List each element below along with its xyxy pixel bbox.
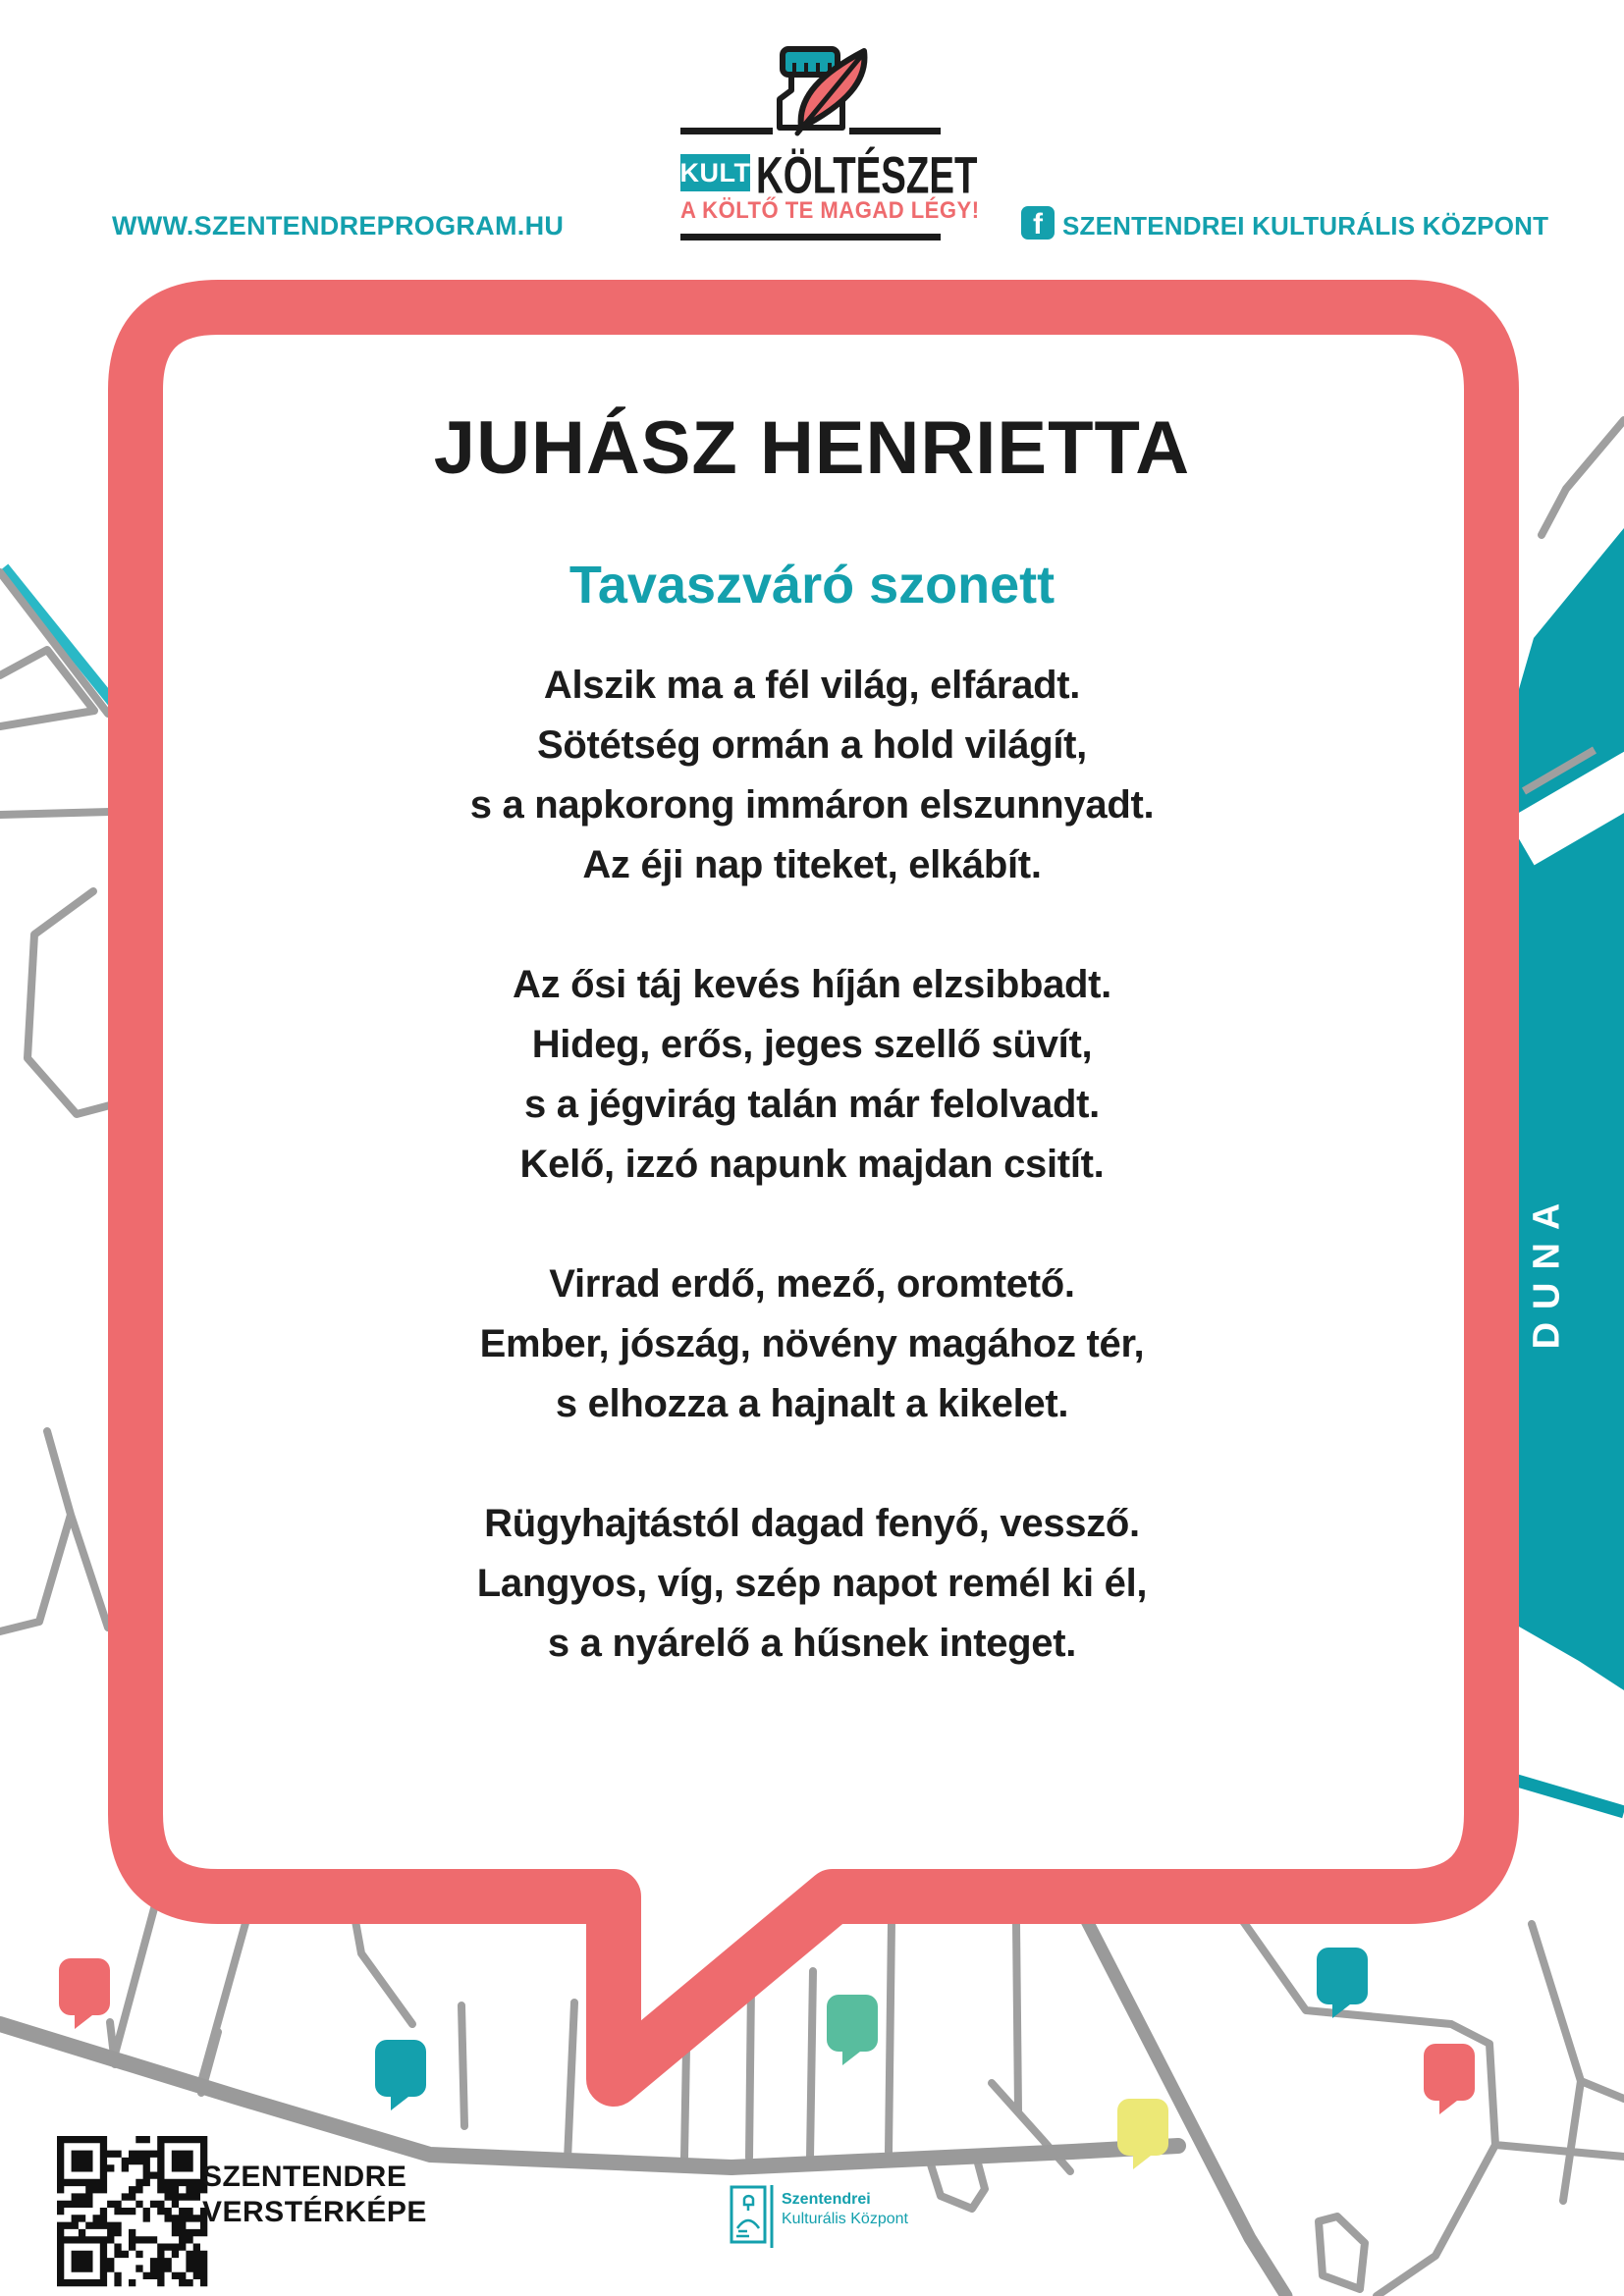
qr-caption-line: VERSTÉRKÉPE [202, 2196, 427, 2228]
poem-line: Alszik ma a fél világ, elfáradt. [543, 664, 1081, 707]
map-secondary-road [1087, 1921, 1286, 2296]
poem-stanza [177, 955, 1447, 1195]
qr-code [57, 2136, 207, 2286]
logo-right-bar [849, 128, 941, 134]
poem-line: Az ősi táj kevés híján elzsibbadt. [513, 963, 1111, 1006]
creek-line [4, 567, 118, 709]
poem-line: Kelő, izzó napunk majdan csitít. [519, 1143, 1105, 1186]
map-marker [1117, 2099, 1168, 2169]
poem-line: s a napkorong immáron elszunnyadt. [469, 783, 1155, 827]
poem-stanza [177, 1494, 1447, 1674]
footer-org-name [782, 2190, 908, 2229]
footer-org-line1: Szentendrei [782, 2191, 871, 2208]
facebook-f-glyph: f [1033, 208, 1043, 240]
poem-line: Hideg, erős, jeges szellő süvít, [531, 1023, 1093, 1066]
poem-line: s elhozza a hajnalt a kikelet. [555, 1382, 1069, 1425]
logo-bottom-bar [680, 234, 941, 240]
poem-line: Langyos, víg, szép napot remél ki él, [476, 1562, 1148, 1605]
poem-stanza [177, 1255, 1447, 1434]
map-marker [1424, 2044, 1475, 2114]
poem-stanza [177, 656, 1447, 895]
poem [177, 656, 1447, 1734]
duna-river-label: DUNA [1526, 1190, 1568, 1350]
qr-modules [57, 2136, 207, 2286]
poem-line: Rügyhajtástól dagad fenyő, vessző. [484, 1502, 1140, 1545]
poem-line: s a jégvirág talán már felolvadt. [524, 1083, 1100, 1126]
map-marker [1317, 1948, 1368, 2018]
map-marker [827, 1995, 878, 2065]
logo-left-bar [680, 128, 773, 134]
map-marker [375, 2040, 426, 2110]
facebook-page-label: SZENTENDREI KULTURÁLIS KÖZPONT [1062, 211, 1549, 240]
duna-river-shape [1519, 528, 1624, 1690]
qr-caption-line: SZENTENDRE [202, 2161, 407, 2193]
kult-badge [680, 154, 750, 191]
poem-line: Sötétség ormán a hold világít, [537, 723, 1087, 767]
footer-org-line2: Kulturális Központ [782, 2211, 908, 2227]
logo-wordmark: KÖLTÉSZET [756, 147, 978, 205]
facebook-icon [1021, 206, 1055, 240]
footer-org-logo-icon [729, 2181, 787, 2252]
poem-author: JUHÁSZ HENRIETTA [433, 406, 1191, 490]
qr-caption [202, 2160, 427, 2230]
logo-tagline: A KÖLTŐ TE MAGAD LÉGY! [680, 197, 980, 224]
poem-line: Virrad erdő, mező, oromtető. [549, 1262, 1075, 1306]
poem-title: Tavaszváró szonett [568, 556, 1056, 614]
poem-line: Ember, jószág, növény magához tér, [479, 1322, 1145, 1365]
website-url: WWW.SZENTENDREPROGRAM.HU [112, 211, 565, 240]
poem-line: Az éji nap titeket, elkábít. [582, 843, 1042, 886]
poem-line: s a nyárelő a hűsnek integet. [547, 1622, 1077, 1665]
map-marker [59, 1958, 110, 2029]
kult-badge-label: KULT [679, 157, 751, 187]
